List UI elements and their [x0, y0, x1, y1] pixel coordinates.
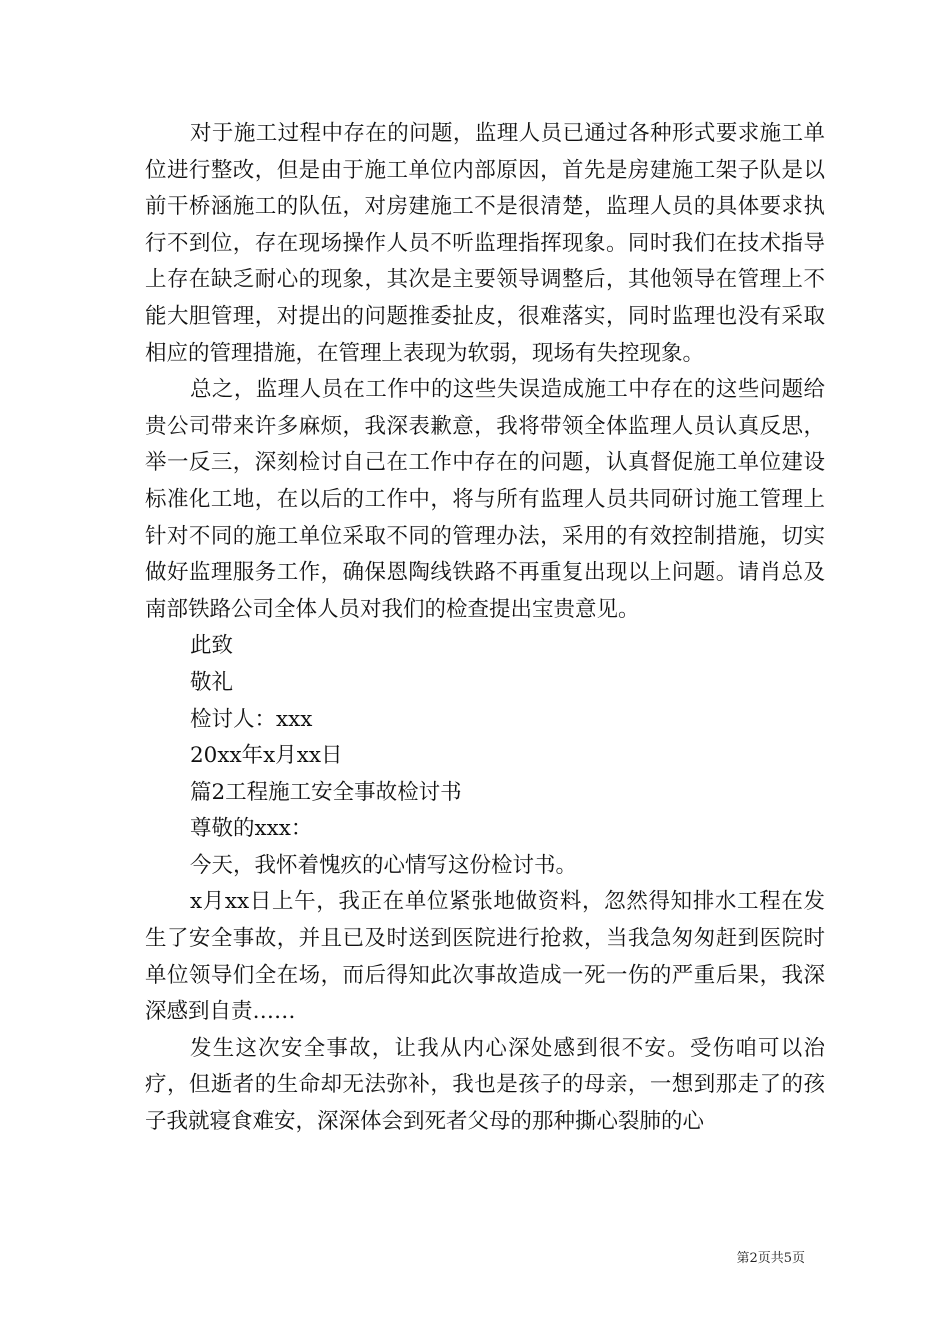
paragraph-feelings: 发生这次安全事故，让我从内心深处感到很不安。受伤咱可以治疗，但逝者的生命却无法弥补，我也是孩子的母亲，一想到那走了的孩子我就寝食难安，深深体会到死者父母的那种撕心裂肺的心 [145, 1035, 825, 1135]
greeting-line: 尊敬的xxx： [190, 816, 313, 842]
page-number-footer: 第2页共5页 [736, 1251, 805, 1266]
closing-salutation: 此致 [190, 633, 234, 659]
paragraph-incident: x月xx日上午，我正在单位紧张地做资料，忽然得知排水工程在发生了安全事故，并且已及时送到医院进行抢救，当我急匆匆赶到医院时单位领导们全在场，而后得知此次事故造成一死一伤的严重后果，我深深感到自责…… [145, 889, 825, 1025]
paragraph-intro: 今天，我怀着愧疚的心情写这份检讨书。 [190, 852, 578, 878]
signature-line: 检讨人：xxx [190, 706, 313, 732]
closing-regards: 敬礼 [190, 669, 234, 695]
document-body [145, 116, 825, 1141]
section-title: 篇2工程施工安全事故检讨书 [190, 779, 462, 805]
paragraph-supervision-issues: 对于施工过程中存在的问题，监理人员已通过各种形式要求施工单位进行整改，但是由于施工单位内部原因，首先是房建施工架子队是以前干桥涵施工的队伍，对房建施工不是很清楚，监理人员的具体要求执行不到位，存在现场操作人员不听监理指挥现象。同时我们在技术指导上存在缺乏耐心的现象，其次是主要领导调整后，其他领导在管理上不能大胆管理，对提出的问题推委扯皮，很难落实，同时监理也没有采取相应的管理措施，在管理上表现为软弱，现场有失控现象。 [145, 121, 825, 366]
paragraph-conclusion: 总之，监理人员在工作中的这些失误造成施工中存在的这些问题给贵公司带来许多麻烦，我深表歉意，我将带领全体监理人员认真反思，举一反三，深刻检讨自己在工作中存在的问题，认真督促施工单位建设标准化工地，在以后的工作中，将与所有监理人员共同研讨施工管理上针对不同的施工单位采取不同的管理办法，采用的有效控制措施，切实做好监理服务工作，确保恩陶线铁路不再重复出现以上问题。请肖总及南部铁路公司全体人员对我们的检查提出宝贵意见。 [145, 377, 825, 622]
date-line: 20xx年x月xx日 [190, 743, 343, 769]
